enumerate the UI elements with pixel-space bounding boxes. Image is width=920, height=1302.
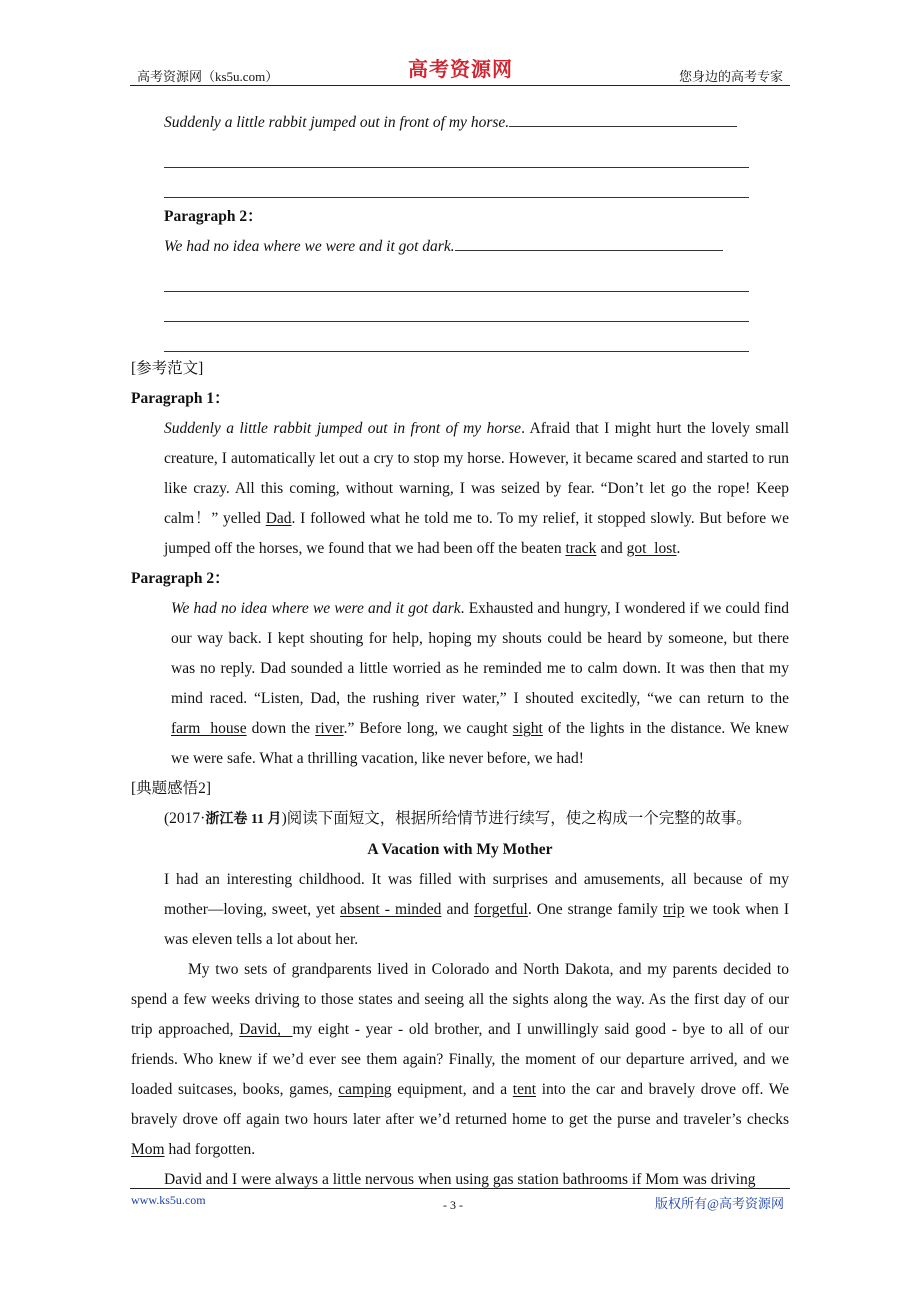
underlined-word: sight (512, 720, 543, 737)
task-p2-line (131, 232, 789, 262)
writing-line[interactable] (164, 322, 749, 352)
story-title: A Vacation with My Mother (367, 841, 553, 858)
underlined-word: forgetful (473, 901, 528, 918)
footer-site-link[interactable]: www.ks5u.com (131, 1193, 206, 1207)
story-text: equipment, and a (391, 1081, 513, 1098)
model-paragraph-1 (131, 414, 789, 564)
writing-line[interactable] (164, 168, 749, 198)
model-section-label: [参考范文] (131, 360, 204, 377)
model-p2-text: .” Before long, we caught (343, 720, 513, 737)
instruction-source: 浙江卷 11 月 (205, 812, 282, 827)
model-p2-italic-start: We had no idea where we were and it got dark (171, 600, 461, 617)
model-paragraph-2 (131, 594, 789, 774)
model-p1-label: Paragraph 1： (131, 390, 230, 407)
page-number: - 3 - (443, 1198, 463, 1212)
task-p2-start: We had no idea where we were and it got dark. (164, 238, 455, 255)
task-p1-line (131, 108, 789, 138)
story-paragraph-1 (131, 865, 789, 955)
story-text: My two sets of grandparents lived in Colorado and North Dakota, and my parents decided to spend a few weeks driving to those states and seeing all the sights along the way. As the first day of our trip approached, (131, 961, 789, 1038)
underlined-word: Mom (131, 1141, 165, 1158)
task-p1-start: Suddenly a little rabbit jumped out in front of my horse. (164, 114, 510, 131)
model-p2-label: Paragraph 2： (131, 570, 230, 587)
footer-rule (130, 1188, 790, 1189)
underlined-word: track (565, 540, 597, 557)
page-content (131, 108, 789, 1195)
writing-blank[interactable] (455, 235, 723, 252)
underlined-word: tent (512, 1081, 537, 1098)
model-p2-text: down the (246, 720, 316, 737)
story-paragraph-2 (131, 955, 789, 1165)
story-text: I had an interesting childhood. It was filled with surprises and amusements, all because of my mother—loving, sweet, yet (164, 871, 789, 918)
model-p1-text: and (596, 540, 627, 557)
instruction-text: )阅读下面短文，根据所给情节进行续写，使之构成一个完整的故事。 (281, 810, 752, 827)
model-p1-text: . I followed what he told me to. To my relief, it stopped slowly. But before we jumped off the horses, we found that we had been off the beaten (164, 510, 790, 557)
underlined-word: trip (662, 901, 685, 918)
story-paragraph-3: David and I were always a little nervous when using gas station bathrooms if Mom was driving (164, 1171, 756, 1188)
story-text: had forgotten. (164, 1141, 256, 1158)
story-text: into the car and bravely drove off. We bravely drove off again two hours later after we’d returned home to get the purse and traveler’s checks (131, 1081, 789, 1128)
header-rule (130, 85, 790, 86)
header-site-name: 高考资源网（ks5u.com） (137, 69, 279, 84)
underlined-word: absent - minded (340, 901, 442, 918)
header-slogan: 您身边的高考专家 (678, 69, 783, 84)
task-p2-label: Paragraph 2： (164, 208, 263, 225)
footer-copyright: 版权所有@高考资源网 (655, 1196, 784, 1211)
underlined-word: David, (239, 1021, 293, 1038)
example2-instruction (131, 804, 789, 835)
model-p2-text: of the lights in the distance. We knew we were safe. What a thrilling vacation, like never before, we had! (171, 720, 789, 767)
model-p2-text: . Exhausted and hungry, I wondered if we could find our way back. I kept shouting for help, hoping my shouts could be heard by someone, but there was no reply. Dad sounded a little worried as he reminded me to calm down. It was then that my mind raced. “Listen, Dad, the rushing river water,” I shouted excitedly, “we can return to the (171, 600, 789, 707)
writing-line[interactable] (164, 262, 749, 292)
model-p1-text: . (676, 540, 681, 557)
underlined-word: Dad (265, 510, 292, 527)
model-p1-italic-start: Suddenly a little rabbit jumped out in front of my horse (164, 420, 522, 437)
underlined-word: river (315, 720, 344, 737)
instruction-year: (2017· (164, 810, 206, 827)
writing-line[interactable] (164, 138, 749, 168)
story-text: my eight - year - old brother, and I unwillingly said good - bye to all of our friends. Who knew if we’d ever see them again? Finally, the moment of our departure arrived, and we loaded suitcases, books, games, (131, 1021, 789, 1098)
model-p1-text: . Afraid that I might hurt the lovely small creature, I automatically let out a cry to stop my horse. However, it became scared and started to run like crazy. All this coming, without warning, I was seized by fear. “Don’t let go the rope! Keep calm！” yelled (164, 420, 789, 527)
underlined-word: farm house (171, 720, 247, 737)
example2-label: [典题感悟2] (131, 780, 212, 797)
story-text: . One strange family (527, 901, 663, 918)
underlined-word: camping (338, 1081, 392, 1098)
header-logo: 高考资源网 (408, 59, 513, 81)
writing-line[interactable] (164, 292, 749, 322)
writing-blank[interactable] (509, 111, 737, 128)
story-text: we took when I was eleven tells a lot about her. (164, 901, 789, 948)
underlined-word: got lost (626, 540, 677, 557)
story-text: and (441, 901, 474, 918)
